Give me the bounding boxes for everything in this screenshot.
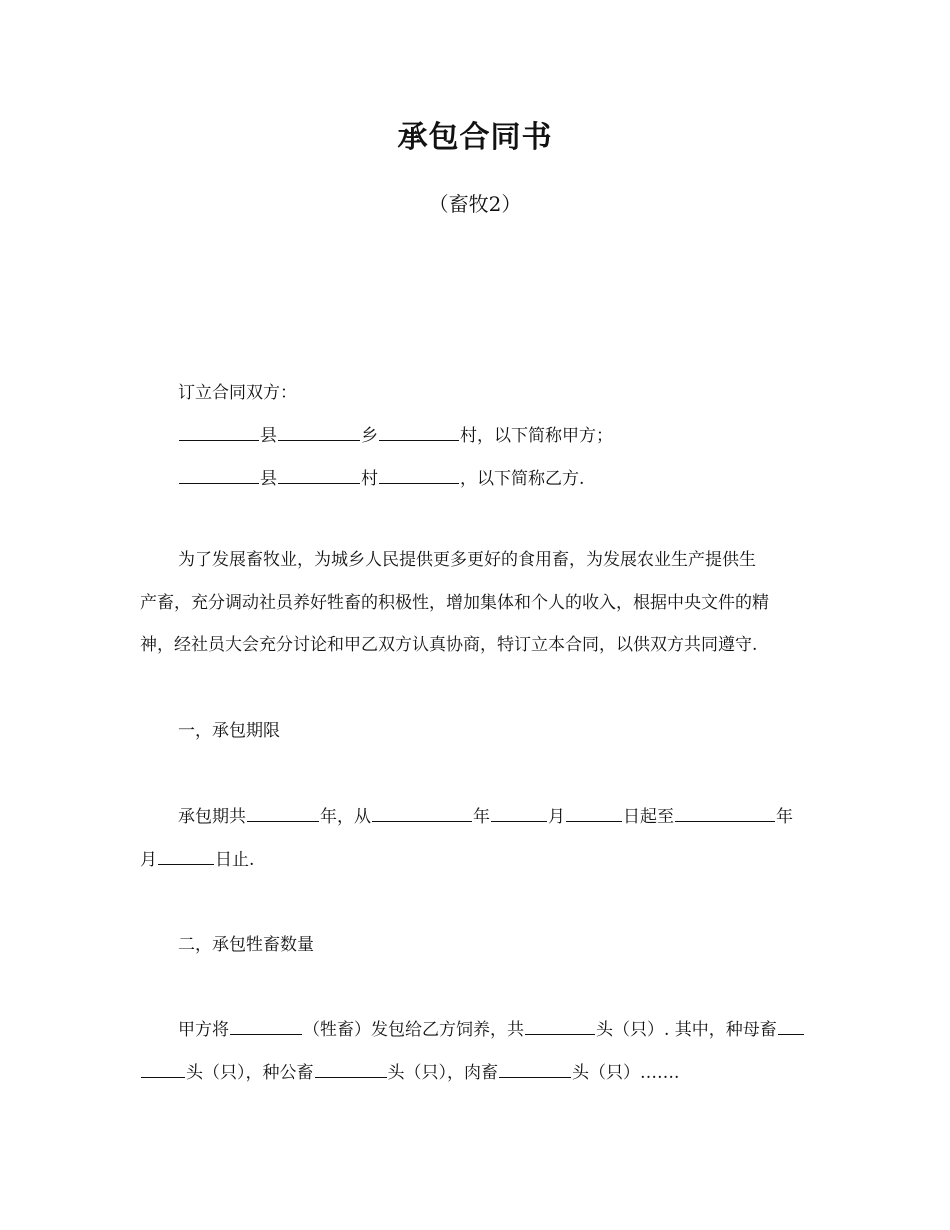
party-a-line: 县 乡 村，以下简称甲方；: [178, 421, 613, 446]
village-blank: [379, 439, 459, 441]
preamble-line-2: 产畜，充分调动社员养好牲畜的积极性，增加集体和个人的收入，根据中央文件的精: [140, 593, 769, 613]
county-blank: [179, 482, 259, 484]
end-year-blank: [675, 820, 775, 822]
section-1-heading: 一，承包期限: [178, 721, 280, 741]
breeding-female-blank: [778, 1033, 804, 1035]
breeding-female-blank-cont: [141, 1076, 185, 1078]
county-blank: [179, 439, 259, 441]
meat-stock-blank: [499, 1076, 571, 1078]
start-day-blank: [566, 820, 622, 822]
years-blank: [247, 820, 319, 822]
term-line-1: 承包期共 年，从 年 月 日起至 年: [178, 807, 793, 827]
term-line-2: 月 日止.: [140, 850, 255, 870]
party-b-line: 县 村 ，以下简称乙方.: [178, 464, 584, 489]
start-month-blank: [491, 820, 547, 822]
document-title: 承包合同书: [397, 120, 553, 155]
name-blank: [379, 482, 459, 484]
preamble-line-1: 为了发展畜牧业，为城乡人民提供更多更好的食用畜，为发展农业生产提供生: [178, 550, 756, 570]
preamble-line-3: 神，经社员大会充分讨论和甲乙双方认真协商，特订立本合同，以供双方共同遵守.: [140, 635, 758, 655]
quantity-line-1: 甲方将 （牲畜）发包给乙方饲养，共 头（只）. 其中，种母畜: [178, 1015, 805, 1040]
quantity-line-2: 头（只），种公畜 头（只），肉畜 头（只）…….: [140, 1058, 679, 1083]
section-2-heading: 二，承包牲畜数量: [178, 935, 314, 955]
start-year-blank: [372, 820, 472, 822]
parties-heading: 订立合同双方：: [178, 383, 297, 403]
end-day-blank: [158, 863, 214, 865]
livestock-type-blank: [230, 1033, 302, 1035]
total-count-blank: [525, 1033, 595, 1035]
document-subtitle: （畜牧2）: [428, 192, 522, 216]
breeding-male-blank: [315, 1076, 387, 1078]
village-blank: [278, 482, 360, 484]
township-blank: [278, 439, 360, 441]
